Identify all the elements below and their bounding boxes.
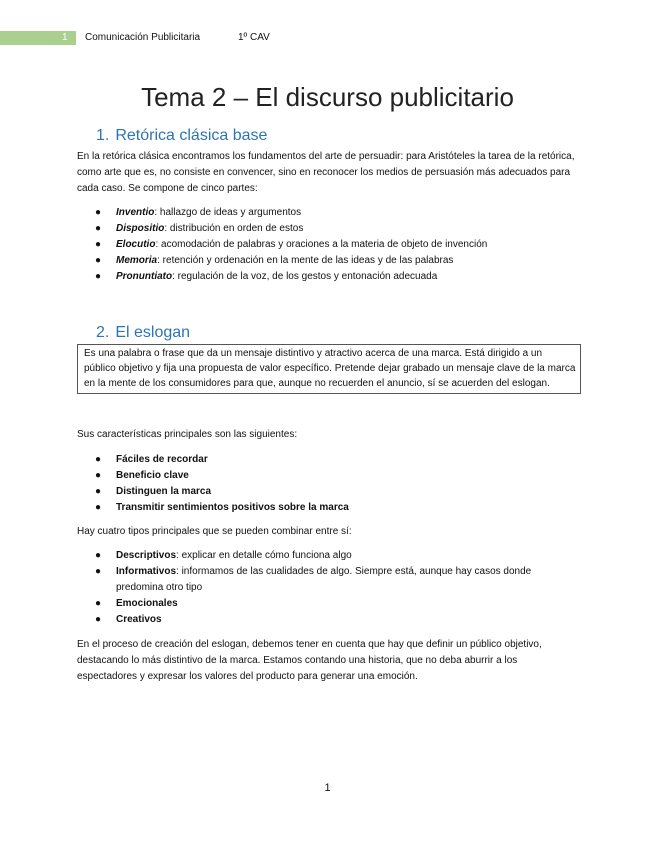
page-header — [0, 30, 655, 46]
type-description: : explicar en detalle cómo funciona algo — [176, 550, 352, 561]
list-item — [77, 468, 577, 484]
term-description: : retención y ordenación en la mente de las ideas y de las palabras — [157, 255, 454, 266]
footer-page-number: 1 — [324, 782, 331, 794]
bullet-icon: ● — [95, 255, 102, 266]
type-term: Emocionales — [116, 598, 178, 609]
list-item — [77, 452, 577, 468]
feature-text: Transmitir sentimientos positivos sobre la marca — [116, 502, 349, 513]
feature-text: Beneficio clave — [116, 470, 189, 481]
term: Elocutio — [116, 239, 156, 250]
section-number: 1. — [96, 127, 110, 144]
feature-text: Distinguen la marca — [116, 486, 212, 497]
bullet-icon: ● — [95, 470, 102, 481]
section-title: El eslogan — [115, 324, 191, 341]
term: Memoria — [116, 255, 158, 266]
term-description: : regulación de la voz, de los gestos y entonación adecuada — [172, 271, 438, 282]
type-description: : informamos de las cualidades de algo. Siempre está, aunque hay casos donde predomina otro tipo — [116, 566, 532, 593]
list-item — [77, 221, 577, 237]
bullet-icon: ● — [95, 566, 102, 577]
list-item — [77, 269, 577, 285]
features-intro: Sus características principales son las siguientes: — [77, 429, 298, 440]
types-intro: Hay cuatro tipos principales que se pueden combinar entre sí: — [77, 526, 352, 537]
type-term: Creativos — [116, 614, 162, 625]
list-item — [77, 484, 577, 500]
bullet-icon: ● — [95, 207, 102, 218]
list-item — [77, 548, 577, 564]
eslogan-definition-box: Es una palabra o frase que da un mensaje distintivo y atractivo acerca de una marca. Está dirigido a un público objetivo y fija una propuesta de valor específico. Pretende dejar grabado un mensaje clave de la marca en la mente de los consumidores para que, aunque no recuerden el anuncio, sí se acuerden del eslogan. — [77, 344, 581, 394]
section-number: 2. — [96, 324, 110, 341]
bullet-icon: ● — [95, 239, 102, 250]
bullet-icon: ● — [95, 502, 102, 513]
bullet-icon: ● — [95, 550, 102, 561]
list-item — [77, 237, 577, 253]
bullet-icon: ● — [95, 454, 102, 465]
feature-text: Fáciles de recordar — [116, 454, 208, 465]
list-item — [77, 596, 577, 612]
list-item — [77, 564, 577, 596]
term-description: : distribución en orden de estos — [164, 223, 304, 234]
header-course: 1º CAV — [238, 32, 270, 43]
bullet-icon: ● — [95, 223, 102, 234]
header-page-number: 1 — [62, 32, 68, 43]
term-description: : hallazgo de ideas y argumentos — [154, 207, 302, 218]
section-title: Retórica clásica base — [115, 127, 268, 144]
list-item — [77, 205, 577, 221]
retorica-intro-paragraph: En la retórica clásica encontramos los fundamentos del arte de persuadir: para Aristóteles la tarea de la retórica, como arte que es, no consiste en convencer, sino en reconocer los medios de persuasión más adecuados para cada caso. Se compone de cinco partes: — [77, 151, 575, 194]
list-item — [77, 500, 577, 516]
bullet-icon: ● — [95, 486, 102, 497]
term-description: : acomodación de palabras y oraciones a la materia de objeto de invención — [155, 239, 488, 250]
eslogan-types-list — [77, 548, 577, 628]
term: Dispositio — [116, 223, 165, 234]
bullet-icon: ● — [95, 614, 102, 625]
section-heading-eslogan — [96, 324, 190, 342]
section-heading-retorica — [96, 127, 267, 145]
document-title: Tema 2 – El discurso publicitario — [141, 82, 514, 112]
header-subject: Comunicación Publicitaria — [85, 32, 201, 43]
bullet-icon: ● — [95, 598, 102, 609]
type-term: Descriptivos — [116, 550, 177, 561]
closing-paragraph: En el proceso de creación del eslogan, debemos tener en cuenta que hay que definir un público objetivo, destacando lo más distintivo de la marca. Estamos contando una historia, que no deba aburrir a los espectadores y expresar los valores del producto para generar una emoción. — [77, 639, 542, 682]
retorica-parts-list — [77, 205, 577, 285]
term: Inventio — [116, 207, 155, 218]
term: Pronuntiato — [116, 271, 173, 282]
bullet-icon: ● — [95, 271, 102, 282]
list-item — [77, 253, 577, 269]
eslogan-features-list — [77, 452, 577, 516]
type-term: Informativos — [116, 566, 177, 577]
list-item — [77, 612, 577, 628]
